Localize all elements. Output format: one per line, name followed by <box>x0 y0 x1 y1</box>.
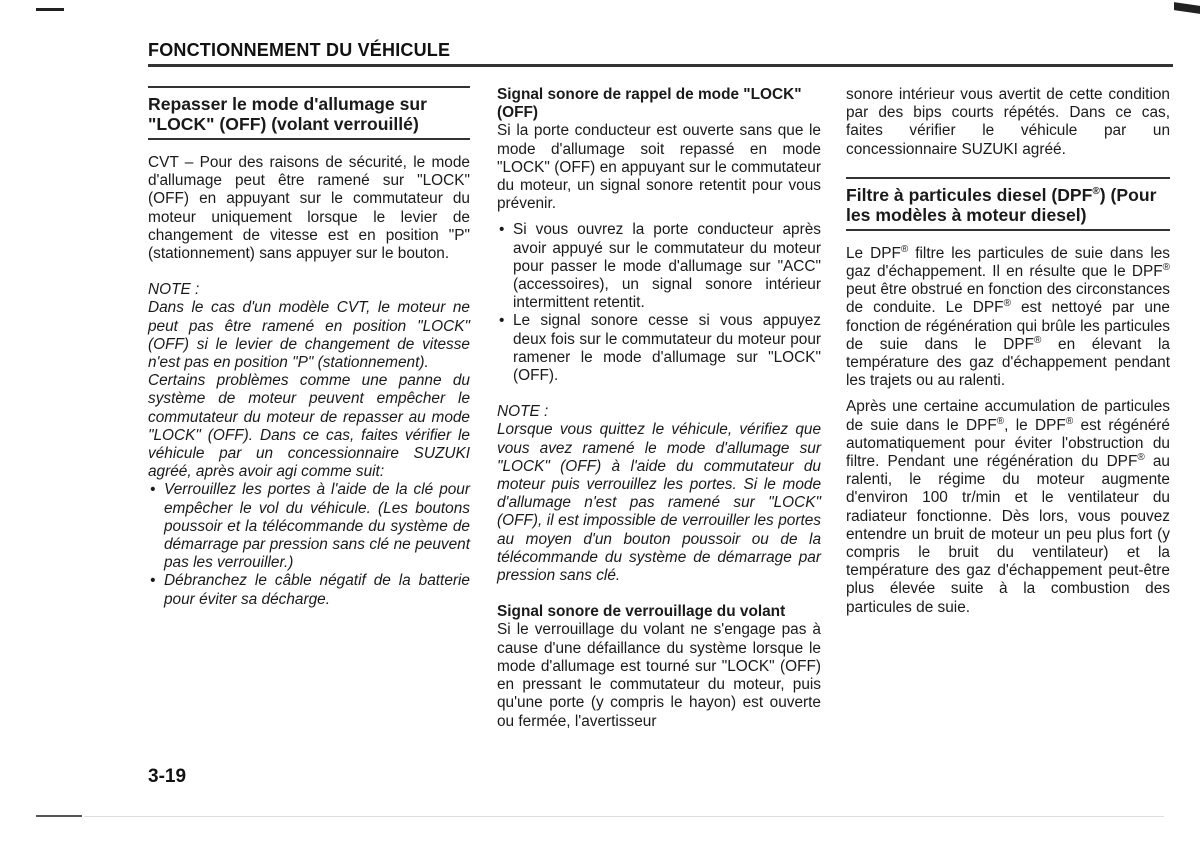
page-number: 3-19 <box>148 766 187 787</box>
list-item: • Verrouillez les portes à l'aide de la clé pour empêcher le vol du véhicule. (Les boutons poussoir et la télécommande du système de démarrage par pression sans clé ne peuvent pas les verrouiller.) <box>148 481 470 572</box>
cvt-paragraph: CVT – Pour des raisons de sécurité, le mode d'allumage peut être ramené sur "LOCK" (OFF) en appuyant sur le commutateur du moteur uniquement lorsque le levier de changement de vitesse est en position "P" (stationnement) sans appuyer sur le bouton. <box>148 154 470 263</box>
crop-mark-top-left <box>36 8 64 11</box>
lock-reminder-paragraph: Si la porte conducteur est ouverte sans que le mode d'allumage soit repassé en mode "LOCK" (OFF) en appuyant sur le commutateur du moteur, un signal sonore retentit pour vous prévenir. <box>497 122 821 213</box>
header-rule <box>148 64 1173 67</box>
list-item: • Débranchez le câble négatif de la batterie pour éviter sa décharge. <box>148 572 470 608</box>
list-item: • Si vous ouvrez la porte conducteur après avoir appuyé sur le commutateur du moteur pour passer le mode d'allumage sur "ACC" (accessoires), un signal sonore intérieur intermittent retentit. <box>497 221 821 312</box>
page-header-title: FONCTIONNEMENT DU VÉHICULE <box>148 40 451 60</box>
bottom-edge <box>84 816 1164 817</box>
registered-mark: ® <box>1092 185 1100 197</box>
subtitle-steering-lock: Signal sonore de verrouillage du volant <box>497 603 786 621</box>
note-bullet-list <box>148 481 470 608</box>
list-item: • Le signal sonore cesse si vous appuyez deux fois sur le commutateur du moteur pour ramener le mode d'allumage sur "LOCK" (OFF). <box>497 312 821 385</box>
column-2 <box>497 86 821 731</box>
column-3 <box>846 86 1170 617</box>
column-1 <box>148 86 470 609</box>
note-cvt: Dans le cas d'un modèle CVT, le moteur ne peut pas être ramené en position "LOCK" (OFF) si le levier de changement de vitesse n'est pas en position "P" (stationnement). <box>148 299 470 372</box>
continued-paragraph: sonore intérieur vous avertit de cette condition par des bips courts répétés. Dans ce cas, faites vérifier le véhicule par un concessionnaire SUZUKI agréé. <box>846 86 1170 158</box>
crop-mark-bottom-left <box>36 815 82 817</box>
note-system-problem: Certains problèmes comme une panne du système de moteur peuvent empêcher le commutateur du moteur de repasser au mode "LOCK" (OFF). Dans ce cas, faites vérifier le véhicule par un concessionnaire SUZUKI agréé, après avoir agi comme suit: <box>148 372 470 481</box>
steering-lock-paragraph: Si le verrouillage du volant ne s'engage pas à cause d'une défaillance du système lorsque le mode d'allumage est tourné sur "LOCK" (OFF) en pressant le commutateur du moteur, puis qu'une porte (y compris le hayon) est ouverte ou fermée, l'avertisseur <box>497 621 821 730</box>
section-title-lock-mode: Repasser le mode d'allumage sur "LOCK" (OFF) (volant verrouillé) <box>148 86 470 140</box>
reminder-bullet-list <box>497 221 821 385</box>
dpf-regeneration-paragraph: Après une certaine accumulation de particules de suie dans le DPF®, le DPF® est régénéré automatiquement pour éviter l'obstruction du filtre. Pendant une régénération du DPF® au ralenti, le régime du moteur augmente d'environ 100 tr/min et le ventilateur du radiateur fonctionne. Dès lors, vous pouvez entendre un bruit de moteur un peu plus fort (y compris le bruit du ventilateur) et la température des gaz d'échappement peut-être plus élevée suite à la combustion des particules de suie. <box>846 398 1170 616</box>
note-leaving-vehicle: Lorsque vous quittez le véhicule, vérifiez que vous avez ramené le mode d'allumage sur "LOCK" (OFF) à l'aide du commutateur du moteur puis verrouillez les portes. Si le mode d'allumage n'est pas ramené sur "LOCK" (OFF), il est impossible de verrouiller les portes au moyen d'un bouton poussoir ou de la télécommande du système de démarrage par pression sans clé. <box>497 421 821 585</box>
dpf-paragraph: Le DPF® filtre les particules de suie dans les gaz d'échappement. Il en résulte que le DPF® peut être obstrué en fonction des circonstances de conduite. Le DPF® est nettoyé par une fonction de régénération qui brûle les particules de suie dans le DPF® en élevant la température des gaz d'échappement pendant les trajets ou au ralenti. <box>846 243 1171 390</box>
crop-mark-top-right <box>1174 2 1200 14</box>
note-label: NOTE : <box>497 403 549 421</box>
note-label: NOTE : <box>148 281 200 299</box>
section-title-dpf: Filtre à particules diesel (DPF®) (Pour les modèles à moteur diesel) <box>846 177 1170 231</box>
subtitle-lock-reminder: Signal sonore de rappel de mode "LOCK" (OFF) <box>497 86 802 122</box>
